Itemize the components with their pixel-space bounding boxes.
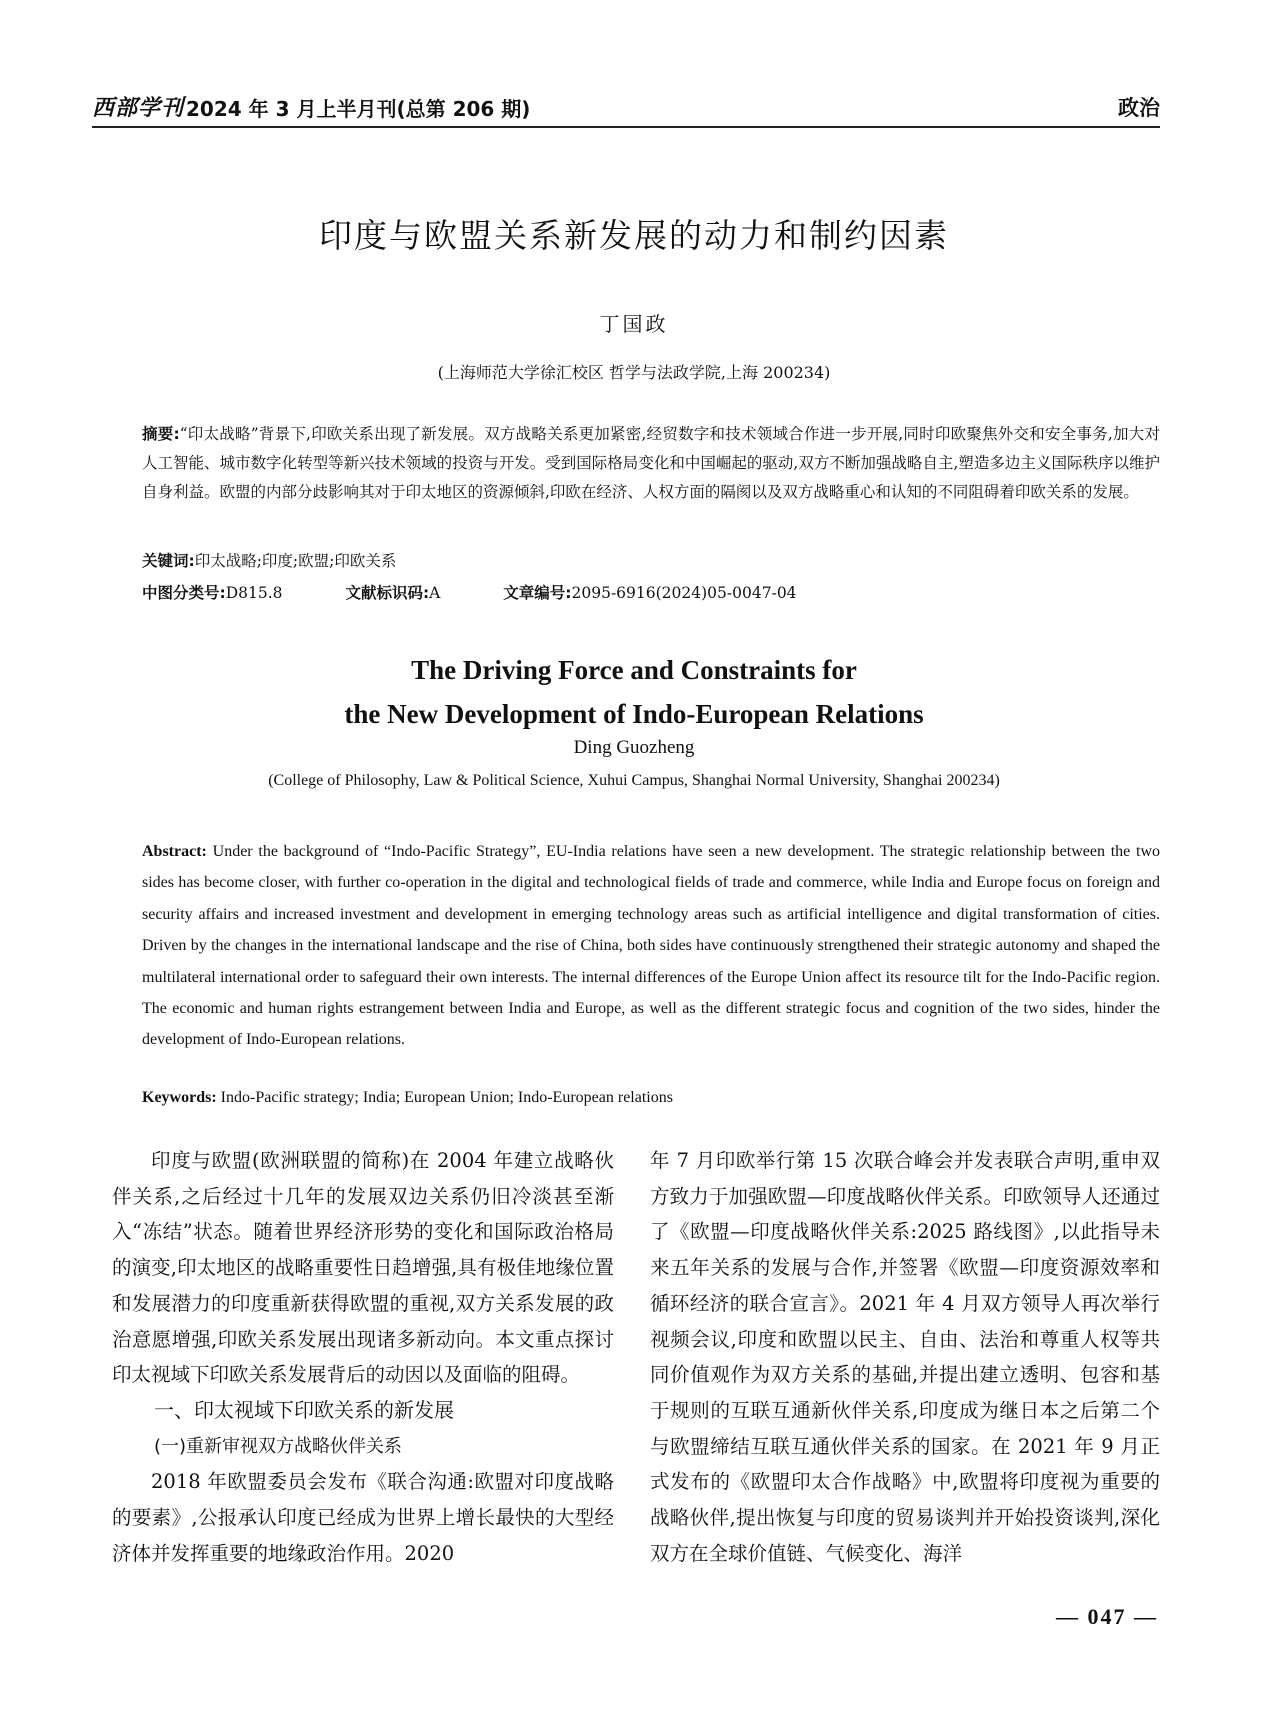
chinese-abstract-label: 摘要: bbox=[142, 425, 180, 443]
chinese-author: 丁国政 bbox=[599, 312, 669, 336]
article-number-item: 文章编号:2095-6916(2024)05-0047-04 bbox=[503, 584, 797, 602]
document-code-item: 文献标识码:A bbox=[345, 584, 441, 602]
chinese-affiliation: (上海师范大学徐汇校区 哲学与法政学院,上海 200234) bbox=[437, 363, 831, 382]
english-title-line-2: the New Development of Indo-European Relations bbox=[344, 699, 924, 729]
english-title bbox=[0, 648, 1268, 736]
body-paragraph-3: 年 7 月印欧举行第 15 次联合峰会并发表联合声明,重申双方致力于加强欧盟—印度战略伙伴关系。印欧领导人还通过了《欧盟—印度战略伙伴关系:2025 路线图》,以此指导未来五年关系的发展与合作,并签署《欧盟—印度资源效率和循环经济的联合宣言》。2021 年 4 月双方领导人再次举行视频会议,印度和欧盟以民主、自由、法治和尊重人权等共同价值观作为双方关系的基础,并提出建立透明、包容和基于规则的互联互通新伙伴关系,印度成为继日本之后第二个与欧盟缔结互联互通伙伴关系的国家。在 2021 年 9 月正式发布的《欧盟印太合作战略》中,欧盟将印度视为重要的战略伙伴,提出恢复与印度的贸易谈判并开始投资谈判,深化双方在全球价值链、气候变化、海洋 bbox=[650, 1149, 1160, 1565]
chinese-keywords-label: 关键词: bbox=[142, 552, 195, 570]
body-paragraph-2: 2018 年欧盟委员会发布《联合沟通:欧盟对印度战略的要素》,公报承认印度已经成为世界上增长最快的大型经济体并发挥重要的地缘政治作用。2020 bbox=[112, 1470, 614, 1565]
subsection-heading-1: (一)重新审视双方战略伙伴关系 bbox=[154, 1435, 403, 1457]
english-abstract-label: Abstract: bbox=[142, 843, 207, 860]
english-title-line-1: The Driving Force and Constraints for bbox=[411, 655, 857, 685]
body-column-left bbox=[112, 1143, 614, 1571]
page-number: — 047 — bbox=[1056, 1604, 1158, 1629]
english-keywords bbox=[142, 1089, 673, 1107]
running-header bbox=[92, 88, 1160, 128]
english-abstract bbox=[142, 836, 1160, 1056]
journal-logo: 西部学刊 bbox=[92, 95, 185, 121]
chinese-keywords-text: 印太战略;印度;欧盟;印欧关系 bbox=[194, 552, 397, 570]
chinese-title: 印度与欧盟关系新发展的动力和制约因素 bbox=[319, 216, 949, 255]
journal-issue: 2024 年 3 月上半月刊(总第 206 期) bbox=[186, 97, 531, 121]
classification-line bbox=[142, 581, 1142, 603]
chinese-abstract-text: “印太战略”背景下,印欧关系出现了新发展。双方战略关系更加紧密,经贸数字和技术领域合作进一步开展,同时印欧聚焦外交和安全事务,加大对人工智能、城市数字化转型等新兴技术领域的投资与开发。受到国际格局变化和中国崛起的驱动,双方不断加强战略自主,塑造多边主义国际秩序以维护自身利益。欧盟的内部分歧影响其对于印太地区的资源倾斜,印欧在经济、人权方面的隔阂以及双方战略重心和认知的不同阻碍着印欧关系的发展。 bbox=[142, 425, 1160, 501]
chinese-keywords bbox=[142, 549, 396, 571]
section-label: 政治 bbox=[1118, 96, 1160, 120]
english-keywords-label: Keywords: bbox=[142, 1089, 217, 1106]
chinese-abstract bbox=[142, 420, 1160, 507]
english-keywords-text: Indo-Pacific strategy; India; European Union; Indo-European relations bbox=[220, 1089, 673, 1106]
section-heading-1: 一、印太视域下印欧关系的新发展 bbox=[154, 1397, 454, 1422]
header-left bbox=[92, 91, 530, 122]
body-column-right bbox=[650, 1143, 1160, 1571]
english-author: Ding Guozheng bbox=[573, 737, 695, 758]
english-abstract-text: Under the background of “Indo-Pacific Strategy”, EU-India relations have seen a new development. The strategic relationship between the two sides has become closer, with further co-operation in the digital and technological fields of trade and commerce, while India and Europe focus on foreign and security affairs and increased investment and development in emerging technology areas such as artificial intelligence and digital transformation of cities. Driven by the changes in the international landscape and the rise of China, both sides have continuously strengthened their strategic autonomy and shaped the multilateral international order to safeguard their own interests. The internal differences of the Europe Union affect its resource tilt for the Indo-Pacific region. The economic and human rights estrangement between India and Europe, as well as the different strategic focus and cognition of the two sides, hinder the development of Indo-European relations. bbox=[142, 843, 1161, 1049]
body-paragraph-1: 印度与欧盟(欧洲联盟的简称)在 2004 年建立战略伙伴关系,之后经过十几年的发展双边关系仍旧冷淡甚至渐入“冻结”状态。随着世界经济形势的变化和国际政治格局的演变,印太地区的战略重要性日趋增强,具有极佳地缘位置和发展潜力的印度重新获得欧盟的重视,双方关系发展的政治意愿增强,印欧关系发展出现诸多新动向。本文重点探讨印太视域下印欧关系发展背后的动因以及面临的阻碍。 bbox=[112, 1149, 614, 1387]
clc-item: 中图分类号:D815.8 bbox=[142, 584, 283, 602]
english-affiliation: (College of Philosophy, Law & Political Science, Xuhui Campus, Shanghai Normal University, Shanghai 200234) bbox=[268, 772, 1000, 789]
